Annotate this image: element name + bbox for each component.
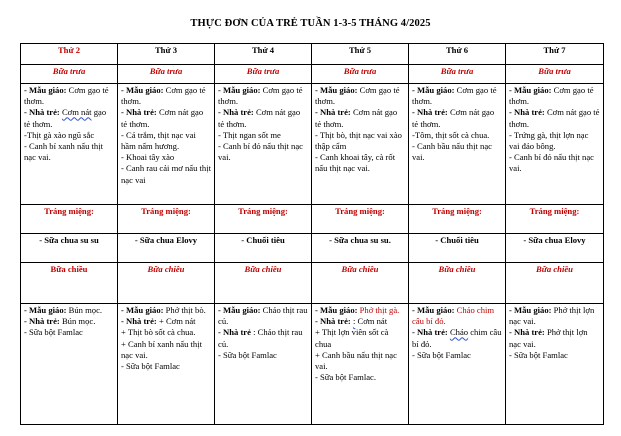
lunch-line-text: - Trứng gà, thịt lợn nạc vai đảo bông. [509, 129, 589, 152]
afternoon-cell-wednesday [215, 304, 312, 425]
dessert-label: Tráng miệng: [312, 205, 409, 234]
lunch-line-text: Cơm nát gạo tẻ thơm. [315, 107, 398, 129]
lunch-line-text: - Cá trắm, thịt nạc vai hầm nấm hương. [121, 129, 196, 152]
lunch-label: Bữa trưa [409, 65, 506, 84]
afternoon-line-text: - Sữa bột Famlac [412, 349, 471, 360]
lunch-line-text: Cơm gạo tẻ thơm. [24, 85, 109, 107]
lunch-line-text: Cơm gạo tẻ thơm. [509, 85, 594, 107]
lunch-line-label: - Nhà trẻ: [315, 107, 351, 118]
lunch-line-text: Cơm nát gạo tẻ thơm. [412, 107, 495, 129]
afternoon-line-text: Cháo [449, 327, 469, 338]
afternoon-line-text: : [352, 316, 356, 327]
afternoon-line-label: - Nhà trẻ [218, 327, 251, 338]
day-header-wednesday: Thứ 4 [215, 44, 312, 65]
lunch-line-text: - Canh khoai tây, cà rốt nấu thịt nạc vai. [315, 152, 396, 174]
dessert-row [21, 234, 604, 263]
lunch-line-text: - Thịt ngan sốt me [218, 129, 281, 140]
afternoon-line-label: - Mẫu giáo: [121, 305, 164, 315]
lunch-line-text: -Tôm, thịt sốt cà chua. [412, 129, 490, 140]
dessert-saturday: - Sữa chua Elovy [506, 234, 604, 263]
lunch-label: Bữa trưa [118, 65, 215, 84]
afternoon-line-text: - Sữa bột Famlac [509, 349, 568, 360]
lunch-cell-friday [409, 84, 506, 205]
lunch-line-text: Cơm gạo tẻ thơm. [315, 85, 400, 107]
afternoon-line-text: : Cháo thịt rau củ. [218, 327, 303, 349]
dessert-label-row [21, 205, 604, 234]
afternoon-line-text: Bún mọc. [59, 316, 96, 327]
lunch-line-label: - Mẫu giáo: [121, 85, 164, 95]
afternoon-line-text: Phở thịt lợn nạc vai. [509, 327, 588, 349]
dessert-thursday: - Sữa chua su su. [312, 234, 409, 263]
day-header-saturday: Thứ 7 [506, 44, 604, 65]
afternoon-line-label: - Nhà trẻ: [509, 327, 545, 338]
lunch-line-text: gạo tẻ thơm. [24, 107, 107, 129]
afternoon-line-label: - Nhà trẻ: [24, 316, 60, 327]
lunch-line-text: Cơm gạo tẻ thơm. [412, 85, 497, 107]
lunch-label: Bữa trưa [215, 65, 312, 84]
afternoon-line-text: Bún mọc. [66, 305, 103, 315]
lunch-line-label: - Mẫu giáo: [412, 85, 455, 95]
afternoon-label: Bữa chiều [21, 263, 118, 304]
dessert-label: Tráng miệng: [118, 205, 215, 234]
afternoon-line-text: + Cơm nát [156, 316, 196, 327]
afternoon-line-label: - Mẫu giáo: [412, 305, 455, 315]
lunch-line-text: -Thịt gà xào ngũ sắc [24, 129, 95, 140]
day-header-tuesday: Thứ 3 [118, 44, 215, 65]
day-header-thursday: Thứ 5 [312, 44, 409, 65]
dessert-label: Tráng miệng: [506, 205, 604, 234]
lunch-line-text: - Canh bí đỏ nấu thịt nạc vai. [509, 152, 594, 174]
dessert-label: Tráng miệng: [215, 205, 312, 234]
afternoon-cell-tuesday [118, 304, 215, 425]
lunch-row [21, 84, 604, 205]
afternoon-line-text: Cơm nát [355, 316, 388, 327]
lunch-line-text: - Canh bí đỏ nấu thịt nạc vai. [218, 141, 303, 163]
dessert-monday: - Sữa chua su su [21, 234, 118, 263]
afternoon-line-label: - Mẫu giáo: [218, 305, 261, 315]
afternoon-line-label: - Mẫu giáo: [24, 305, 67, 315]
lunch-line-text: Cơm gạo tẻ thơm. [218, 85, 303, 107]
lunch-line-text: - Canh bầu nấu thịt nạc vai. [412, 141, 492, 163]
lunch-line-text: Cơm nát gạo tẻ thơm. [121, 107, 204, 129]
lunch-line-text: - Canh rau cải mơ nấu thịt nạc vai [121, 163, 211, 185]
lunch-line-label: - Mẫu giáo: [509, 85, 552, 95]
afternoon-line-label: - Mẫu giáo: [509, 305, 552, 315]
lunch-line-text: Cơm nát gạo tẻ thơm. [509, 107, 600, 129]
lunch-line-text: - Khoai tây xào [121, 152, 175, 163]
lunch-line-label: - Nhà trẻ: [24, 107, 60, 118]
lunch-line-text: Cơm gạo tẻ thơm. [121, 85, 206, 107]
afternoon-line-text: + Canh bầu nấu thịt nạc vai. [315, 349, 397, 372]
afternoon-label: Bữa chiều [215, 263, 312, 304]
lunch-line-label: - Nhà trẻ: [218, 107, 254, 118]
lunch-line-label: - Mẫu giáo: [24, 85, 67, 95]
day-header-friday: Thứ 6 [409, 44, 506, 65]
lunch-cell-saturday [506, 84, 604, 205]
dessert-label: Tráng miệng: [21, 205, 118, 234]
afternoon-line-text: + Thịt lợn viên sốt cà chua [315, 327, 389, 349]
dessert-tuesday: - Sữa chua Elovy [118, 234, 215, 263]
lunch-line-label: - Nhà trẻ: [121, 107, 157, 118]
afternoon-label: Bữa chiều [312, 263, 409, 304]
lunch-cell-tuesday [118, 84, 215, 205]
lunch-line-label: - Nhà trẻ: [412, 107, 448, 118]
afternoon-line-text: + Canh bí xanh nấu thịt nạc vai. [121, 338, 202, 360]
afternoon-line-label: - Nhà trẻ: [315, 316, 351, 327]
day-header-monday: Thứ 2 [21, 44, 118, 65]
afternoon-label-row [21, 263, 604, 304]
day-header-row [21, 44, 604, 65]
afternoon-line-text: - Sữa bột Famlac [121, 361, 180, 372]
afternoon-line-text: - Sữa bột Famlac [218, 349, 277, 360]
afternoon-label: Bữa chiều [506, 263, 604, 304]
weekly-menu-table [20, 43, 604, 425]
lunch-cell-monday [21, 84, 118, 205]
afternoon-line-text: Phở thịt bò. [163, 305, 206, 315]
lunch-line-text: - Thịt bò, thịt nạc vai xào thập cẩm [315, 129, 402, 152]
lunch-label: Bữa trưa [21, 65, 118, 84]
lunch-line-text: - Canh bí xanh nấu thịt nạc vai. [24, 141, 104, 163]
lunch-line-text: Cơm nát [61, 107, 92, 118]
afternoon-cell-thursday [312, 304, 409, 425]
lunch-line-label: - Mẫu giáo: [315, 85, 358, 95]
lunch-label: Bữa trưa [312, 65, 409, 84]
dessert-label: Tráng miệng: [409, 205, 506, 234]
afternoon-line-text: Cháo thịt rau củ. [218, 305, 308, 327]
afternoon-cell-friday [409, 304, 506, 425]
afternoon-line-text: - Sữa bột Famlac [24, 327, 83, 338]
lunch-cell-thursday [312, 84, 409, 205]
lunch-line-label: - Mẫu giáo: [218, 85, 261, 95]
lunch-cell-wednesday [215, 84, 312, 205]
lunch-line-text: Cơm nát gạo tẻ thơm. [218, 107, 301, 129]
lunch-line-label: - Nhà trẻ: [509, 107, 545, 118]
afternoon-line-text: chim câu bí đỏ. [412, 327, 502, 349]
afternoon-line-text: Cháo chim câu bí đỏ. [412, 305, 495, 327]
afternoon-line-label: - Nhà trẻ: [412, 327, 448, 338]
afternoon-line-label: - Mẫu giáo: [315, 305, 358, 315]
lunch-label-row [21, 65, 604, 84]
dessert-wednesday: - Chuối tiêu [215, 234, 312, 263]
afternoon-line-text: Phở thịt gà. [357, 305, 400, 315]
afternoon-line-label: - Nhà trẻ: [121, 316, 157, 327]
lunch-label: Bữa trưa [506, 65, 604, 84]
menu-title: THỰC ĐƠN CỦA TRẺ TUẦN 1-3-5 THÁNG 4/2025 [190, 18, 431, 29]
afternoon-cell-monday [21, 304, 118, 425]
afternoon-cell-saturday [506, 304, 604, 425]
afternoon-line-text: + Thịt bò sốt cà chua. [121, 327, 196, 338]
afternoon-line-text: - Sữa bột Famlac. [315, 372, 376, 383]
dessert-friday: - Chuối tiêu [409, 234, 506, 263]
afternoon-line-text: Phở thịt lợn nạc vai. [509, 305, 595, 327]
afternoon-label: Bữa chiều [409, 263, 506, 304]
afternoon-row [21, 304, 604, 425]
afternoon-label: Bữa chiều [118, 263, 215, 304]
